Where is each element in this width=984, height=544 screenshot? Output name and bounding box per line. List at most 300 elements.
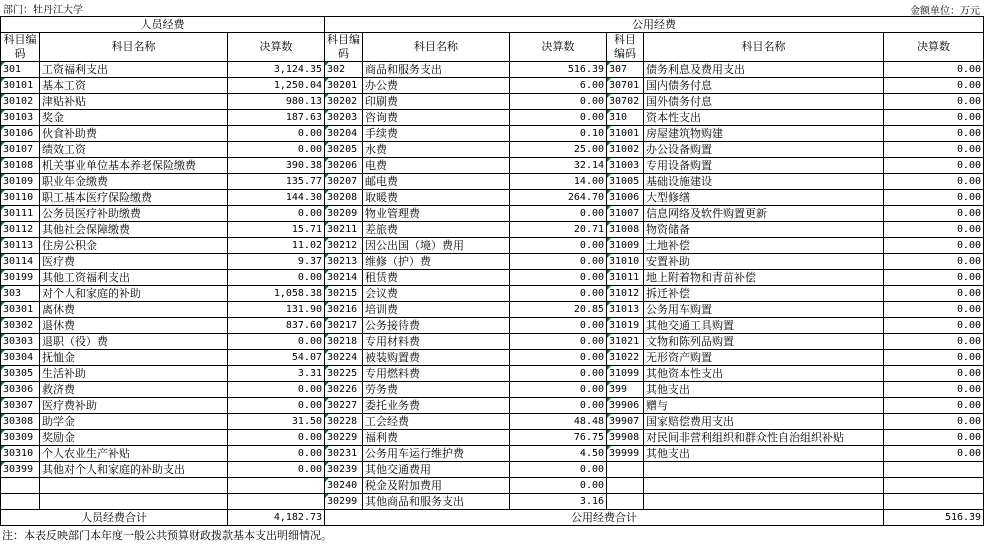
- row-name: 维修（护）费: [363, 254, 510, 270]
- cell-marker-icon: [1, 334, 5, 338]
- cell-marker-icon: [607, 254, 611, 258]
- cell-marker-icon: [607, 270, 611, 274]
- row-code-text: 30111: [3, 207, 34, 219]
- row-code: [1, 398, 40, 414]
- cell-marker-icon: [325, 414, 329, 418]
- row-name: 退职（役）费: [40, 334, 228, 350]
- row-name: 生活补助: [40, 366, 228, 382]
- footnote: 注：本表反映部门本年度一般公共预算财政拨款基本支出明细情况。: [2, 529, 332, 542]
- row-code: [607, 94, 644, 110]
- cell-marker-icon: [1, 206, 5, 210]
- row-name: 职业年金缴费: [40, 174, 228, 190]
- row-code: [1, 62, 40, 78]
- row-amount: [884, 478, 984, 494]
- cell-marker-icon: [607, 190, 611, 194]
- row-code-text: 30110: [3, 191, 34, 203]
- row-code: [1, 158, 40, 174]
- row-code: [1, 334, 40, 350]
- cell-marker-icon: [325, 78, 329, 82]
- row-name: 培训费: [363, 302, 510, 318]
- row-amount: 837.60: [228, 318, 325, 334]
- cell-marker-icon: [325, 270, 329, 274]
- column-header-code: 科目编码: [325, 33, 363, 62]
- cell-marker-icon: [1, 270, 5, 274]
- table-row: [1, 302, 984, 318]
- cell-marker-icon: [1, 286, 5, 290]
- row-name: 物业管理费: [363, 206, 510, 222]
- row-name: 邮电费: [363, 174, 510, 190]
- row-code: [1, 254, 40, 270]
- row-code: [325, 158, 363, 174]
- row-code: [325, 254, 363, 270]
- row-name: 其他商品和服务支出: [363, 494, 510, 510]
- row-code: [1, 142, 40, 158]
- row-amount: 6.00: [510, 78, 607, 94]
- row-code: [325, 446, 363, 462]
- row-code-text: 31005: [609, 175, 640, 187]
- row-code: [607, 174, 644, 190]
- row-code: [607, 222, 644, 238]
- cell-marker-icon: [325, 302, 329, 306]
- row-code: [325, 478, 363, 494]
- row-code-text: 39907: [609, 415, 640, 427]
- row-name: 资本性支出: [644, 110, 884, 126]
- cell-marker-icon: [325, 462, 329, 466]
- row-name: 赠与: [644, 398, 884, 414]
- row-code: [607, 478, 644, 494]
- row-code-text: 30107: [3, 143, 34, 155]
- table-row: [1, 382, 984, 398]
- row-code-text: 30203: [327, 111, 358, 123]
- row-code: [325, 190, 363, 206]
- row-code: [1, 302, 40, 318]
- cell-marker-icon: [325, 350, 329, 354]
- row-name: 物资储备: [644, 222, 884, 238]
- cell-marker-icon: [1, 302, 5, 306]
- row-code: [1, 238, 40, 254]
- row-code-text: 30229: [327, 431, 358, 443]
- row-amount: 0.00: [510, 462, 607, 478]
- cell-marker-icon: [1, 222, 5, 226]
- row-code-text: 30112: [3, 223, 34, 235]
- cell-marker-icon: [607, 430, 611, 434]
- cell-marker-icon: [607, 62, 611, 66]
- row-code: [325, 206, 363, 222]
- row-code-text: 31006: [609, 191, 640, 203]
- row-name: 公务用车购置: [644, 302, 884, 318]
- row-amount: 0.00: [884, 270, 984, 286]
- row-name: 水费: [363, 142, 510, 158]
- row-code-text: 30240: [327, 479, 358, 491]
- row-code: [607, 238, 644, 254]
- row-code: [325, 414, 363, 430]
- row-code: [325, 270, 363, 286]
- row-code: [607, 430, 644, 446]
- row-code: [1, 78, 40, 94]
- row-code-text: 30227: [327, 399, 358, 411]
- column-header-amount: 决算数: [884, 33, 984, 62]
- row-code-text: 31021: [609, 335, 640, 347]
- row-amount: 0.00: [510, 318, 607, 334]
- row-code: [1, 174, 40, 190]
- row-name: 印刷费: [363, 94, 510, 110]
- row-amount: 20.85: [510, 302, 607, 318]
- row-amount: 135.77: [228, 174, 325, 190]
- public-section-title: 公用经费: [325, 17, 984, 33]
- row-amount: 32.14: [510, 158, 607, 174]
- cell-marker-icon: [325, 318, 329, 322]
- row-code-text: 30207: [327, 175, 358, 187]
- row-name: 国家赔偿费用支出: [644, 414, 884, 430]
- row-code: [1, 270, 40, 286]
- row-code: [1, 430, 40, 446]
- section-header-row: [1, 17, 984, 33]
- row-amount: 0.00: [884, 174, 984, 190]
- row-name: 土地补偿: [644, 238, 884, 254]
- table-row: [1, 190, 984, 206]
- row-code-text: 30101: [3, 79, 34, 91]
- row-code-text: 31012: [609, 287, 640, 299]
- row-name: 文物和陈列品购置: [644, 334, 884, 350]
- row-amount: 20.71: [510, 222, 607, 238]
- row-code: [607, 302, 644, 318]
- row-name: 其他支出: [644, 382, 884, 398]
- row-code: [607, 110, 644, 126]
- row-name: 专用设备购置: [644, 158, 884, 174]
- row-name: 国内债务付息: [644, 78, 884, 94]
- row-amount: 0.00: [228, 142, 325, 158]
- row-code-text: 307: [609, 63, 628, 75]
- row-amount: 0.00: [884, 222, 984, 238]
- table-row: [1, 446, 984, 462]
- row-code: [607, 190, 644, 206]
- row-code: [607, 462, 644, 478]
- row-code-text: 31007: [609, 207, 640, 219]
- totals-row: [1, 510, 984, 526]
- row-name: 房屋建筑物购建: [644, 126, 884, 142]
- row-amount: 0.00: [510, 334, 607, 350]
- row-amount: 0.00: [884, 158, 984, 174]
- cell-marker-icon: [607, 142, 611, 146]
- row-code-text: 30199: [3, 271, 34, 283]
- row-code: [325, 238, 363, 254]
- row-name: 专用材料费: [363, 334, 510, 350]
- row-code-text: 30304: [3, 351, 34, 363]
- row-code-text: 30310: [3, 447, 34, 459]
- row-amount: 1,250.04: [228, 78, 325, 94]
- row-amount: 0.00: [884, 398, 984, 414]
- row-code: [1, 286, 40, 302]
- row-code-text: 310: [609, 111, 628, 123]
- cell-marker-icon: [1, 350, 5, 354]
- cell-marker-icon: [607, 158, 611, 162]
- row-amount: 0.00: [884, 110, 984, 126]
- row-code: [1, 190, 40, 206]
- row-amount: 3,124.35: [228, 62, 325, 78]
- row-amount: 0.00: [228, 206, 325, 222]
- row-name: 因公出国（境）费用: [363, 238, 510, 254]
- row-name: 基本工资: [40, 78, 228, 94]
- row-name: 住房公积金: [40, 238, 228, 254]
- row-code-text: 31001: [609, 127, 640, 139]
- row-amount: 54.07: [228, 350, 325, 366]
- row-code: [325, 334, 363, 350]
- row-code-text: 30114: [3, 255, 34, 267]
- row-code: [607, 206, 644, 222]
- row-name: 电费: [363, 158, 510, 174]
- row-amount: 15.71: [228, 222, 325, 238]
- row-amount: 264.70: [510, 190, 607, 206]
- row-amount: 0.00: [884, 190, 984, 206]
- row-code-text: 30225: [327, 367, 358, 379]
- cell-marker-icon: [1, 158, 5, 162]
- cell-marker-icon: [607, 286, 611, 290]
- cell-marker-icon: [607, 334, 611, 338]
- row-amount: 0.00: [884, 78, 984, 94]
- cell-marker-icon: [607, 78, 611, 82]
- row-code: [325, 110, 363, 126]
- row-name: [644, 462, 884, 478]
- table-row: [1, 414, 984, 430]
- column-header-amount: 决算数: [228, 33, 325, 62]
- row-amount: 187.63: [228, 110, 325, 126]
- cell-marker-icon: [1, 190, 5, 194]
- cell-marker-icon: [325, 254, 329, 258]
- table-row: [1, 350, 984, 366]
- row-code-text: 30208: [327, 191, 358, 203]
- row-name: 会议费: [363, 286, 510, 302]
- cell-marker-icon: [325, 238, 329, 242]
- row-amount: 48.48: [510, 414, 607, 430]
- row-code: [607, 286, 644, 302]
- row-code: [1, 366, 40, 382]
- row-code: [325, 430, 363, 446]
- row-code-text: 30215: [327, 287, 358, 299]
- row-code-text: 30103: [3, 111, 34, 123]
- row-code: [325, 382, 363, 398]
- row-name: 基础设施建设: [644, 174, 884, 190]
- cell-marker-icon: [607, 238, 611, 242]
- row-amount: 0.00: [884, 382, 984, 398]
- row-code: [325, 126, 363, 142]
- row-amount: 131.90: [228, 302, 325, 318]
- cell-marker-icon: [325, 478, 329, 482]
- table-row: [1, 94, 984, 110]
- cell-marker-icon: [607, 110, 611, 114]
- row-name: 抚恤金: [40, 350, 228, 366]
- row-amount: 0.00: [884, 446, 984, 462]
- row-code-text: 30218: [327, 335, 358, 347]
- cell-marker-icon: [1, 142, 5, 146]
- row-amount: 0.10: [510, 126, 607, 142]
- row-code: [607, 270, 644, 286]
- row-code: [325, 222, 363, 238]
- cell-marker-icon: [607, 446, 611, 450]
- row-amount: 4.50: [510, 446, 607, 462]
- row-code: [1, 222, 40, 238]
- row-code-text: 301: [3, 63, 22, 75]
- row-code-text: 30209: [327, 207, 358, 219]
- row-code-text: 30231: [327, 447, 358, 459]
- cell-marker-icon: [325, 158, 329, 162]
- row-code-text: 31008: [609, 223, 640, 235]
- row-name: 其他支出: [644, 446, 884, 462]
- row-amount: 0.00: [884, 286, 984, 302]
- row-amount: 9.37: [228, 254, 325, 270]
- table-row: [1, 398, 984, 414]
- row-code-text: 30302: [3, 319, 34, 331]
- cell-marker-icon: [325, 286, 329, 290]
- row-name: 绩效工资: [40, 142, 228, 158]
- row-amount: 0.00: [510, 270, 607, 286]
- row-code-text: 30299: [327, 495, 358, 507]
- row-name: 其他交通费用: [363, 462, 510, 478]
- row-amount: 0.00: [884, 318, 984, 334]
- cell-marker-icon: [325, 430, 329, 434]
- row-code-text: 30303: [3, 335, 34, 347]
- column-header-name: 科目名称: [644, 33, 884, 62]
- row-code-text: 31099: [609, 367, 640, 379]
- row-name: [40, 494, 228, 510]
- row-code-text: 39999: [609, 447, 640, 459]
- column-header-name: 科目名称: [363, 33, 510, 62]
- cell-marker-icon: [1, 366, 5, 370]
- cell-marker-icon: [325, 174, 329, 178]
- row-code-text: 31009: [609, 239, 640, 251]
- row-code-text: 30102: [3, 95, 34, 107]
- table-row: [1, 286, 984, 302]
- row-name: 其他对个人和家庭的补助支出: [40, 462, 228, 478]
- row-amount: 0.00: [884, 334, 984, 350]
- row-code-text: 30216: [327, 303, 358, 315]
- row-code: [325, 174, 363, 190]
- table-row: [1, 206, 984, 222]
- column-header-row: [1, 33, 984, 62]
- cell-marker-icon: [325, 334, 329, 338]
- cell-marker-icon: [325, 366, 329, 370]
- row-name: 国外债务付息: [644, 94, 884, 110]
- row-code: [325, 350, 363, 366]
- cell-marker-icon: [1, 62, 5, 66]
- row-code-text: 30201: [327, 79, 358, 91]
- cell-marker-icon: [325, 62, 329, 66]
- table-row: [1, 318, 984, 334]
- row-name: 其他工资福利支出: [40, 270, 228, 286]
- cell-marker-icon: [1, 382, 5, 386]
- row-amount: 0.00: [884, 430, 984, 446]
- row-amount: 76.75: [510, 430, 607, 446]
- row-code: [1, 382, 40, 398]
- row-code: [1, 446, 40, 462]
- row-amount: 0.00: [510, 110, 607, 126]
- row-name: 其他资本性支出: [644, 366, 884, 382]
- cell-marker-icon: [607, 126, 611, 130]
- row-code: [1, 494, 40, 510]
- row-name: 债务利息及费用支出: [644, 62, 884, 78]
- row-amount: 0.00: [510, 206, 607, 222]
- cell-marker-icon: [325, 94, 329, 98]
- row-name: 取暖费: [363, 190, 510, 206]
- cell-marker-icon: [325, 142, 329, 146]
- row-amount: 0.00: [228, 462, 325, 478]
- cell-marker-icon: [607, 94, 611, 98]
- table-row: [1, 126, 984, 142]
- cell-marker-icon: [607, 222, 611, 226]
- row-code-text: 30212: [327, 239, 358, 251]
- row-amount: 0.00: [228, 334, 325, 350]
- row-code: [325, 366, 363, 382]
- row-code: [1, 94, 40, 110]
- row-name: 福利费: [363, 430, 510, 446]
- row-amount: 0.00: [884, 350, 984, 366]
- row-code-text: 399: [609, 383, 628, 395]
- cell-marker-icon: [325, 398, 329, 402]
- cell-marker-icon: [325, 126, 329, 130]
- row-code: [325, 302, 363, 318]
- row-code: [607, 62, 644, 78]
- column-header-amount: 决算数: [510, 33, 607, 62]
- row-code-text: 30309: [3, 431, 34, 443]
- cell-marker-icon: [325, 206, 329, 210]
- table-row: [1, 254, 984, 270]
- row-name: 医疗费补助: [40, 398, 228, 414]
- row-code-text: 30702: [609, 95, 640, 107]
- row-name: [644, 478, 884, 494]
- cell-marker-icon: [1, 94, 5, 98]
- row-amount: 0.00: [884, 238, 984, 254]
- row-name: 安置补助: [644, 254, 884, 270]
- row-code-text: 30308: [3, 415, 34, 427]
- row-amount: 0.00: [510, 238, 607, 254]
- row-code-text: 30205: [327, 143, 358, 155]
- row-name: 对民间非营利组织和群众性自治组织补贴: [644, 430, 884, 446]
- row-name: 公务接待费: [363, 318, 510, 334]
- row-name: 医疗费: [40, 254, 228, 270]
- row-code-text: 30306: [3, 383, 34, 395]
- cell-marker-icon: [607, 350, 611, 354]
- row-amount: 0.00: [510, 94, 607, 110]
- row-name: 退休费: [40, 318, 228, 334]
- row-code: [325, 286, 363, 302]
- row-amount: 25.00: [510, 142, 607, 158]
- row-code: [607, 158, 644, 174]
- row-amount: 0.00: [884, 94, 984, 110]
- row-name: 咨询费: [363, 110, 510, 126]
- table-row: [1, 334, 984, 350]
- table-row: [1, 270, 984, 286]
- row-name: 地上附着物和青苗补偿: [644, 270, 884, 286]
- table-row: [1, 62, 984, 78]
- cell-marker-icon: [607, 206, 611, 210]
- table-row: [1, 430, 984, 446]
- row-name: 奖励金: [40, 430, 228, 446]
- row-name: 公务员医疗补助缴费: [40, 206, 228, 222]
- row-code: [1, 414, 40, 430]
- expenditure-table: [0, 16, 984, 526]
- cell-marker-icon: [607, 174, 611, 178]
- cell-marker-icon: [1, 462, 5, 466]
- row-name: 信息网络及软件购置更新: [644, 206, 884, 222]
- row-amount: 0.00: [884, 414, 984, 430]
- row-name: 公务用车运行维护费: [363, 446, 510, 462]
- row-name: 办公费: [363, 78, 510, 94]
- row-code-text: 30239: [327, 463, 358, 475]
- cell-marker-icon: [325, 494, 329, 498]
- table-row: [1, 366, 984, 382]
- row-code: [325, 62, 363, 78]
- cell-marker-icon: [607, 366, 611, 370]
- row-amount: 0.00: [510, 286, 607, 302]
